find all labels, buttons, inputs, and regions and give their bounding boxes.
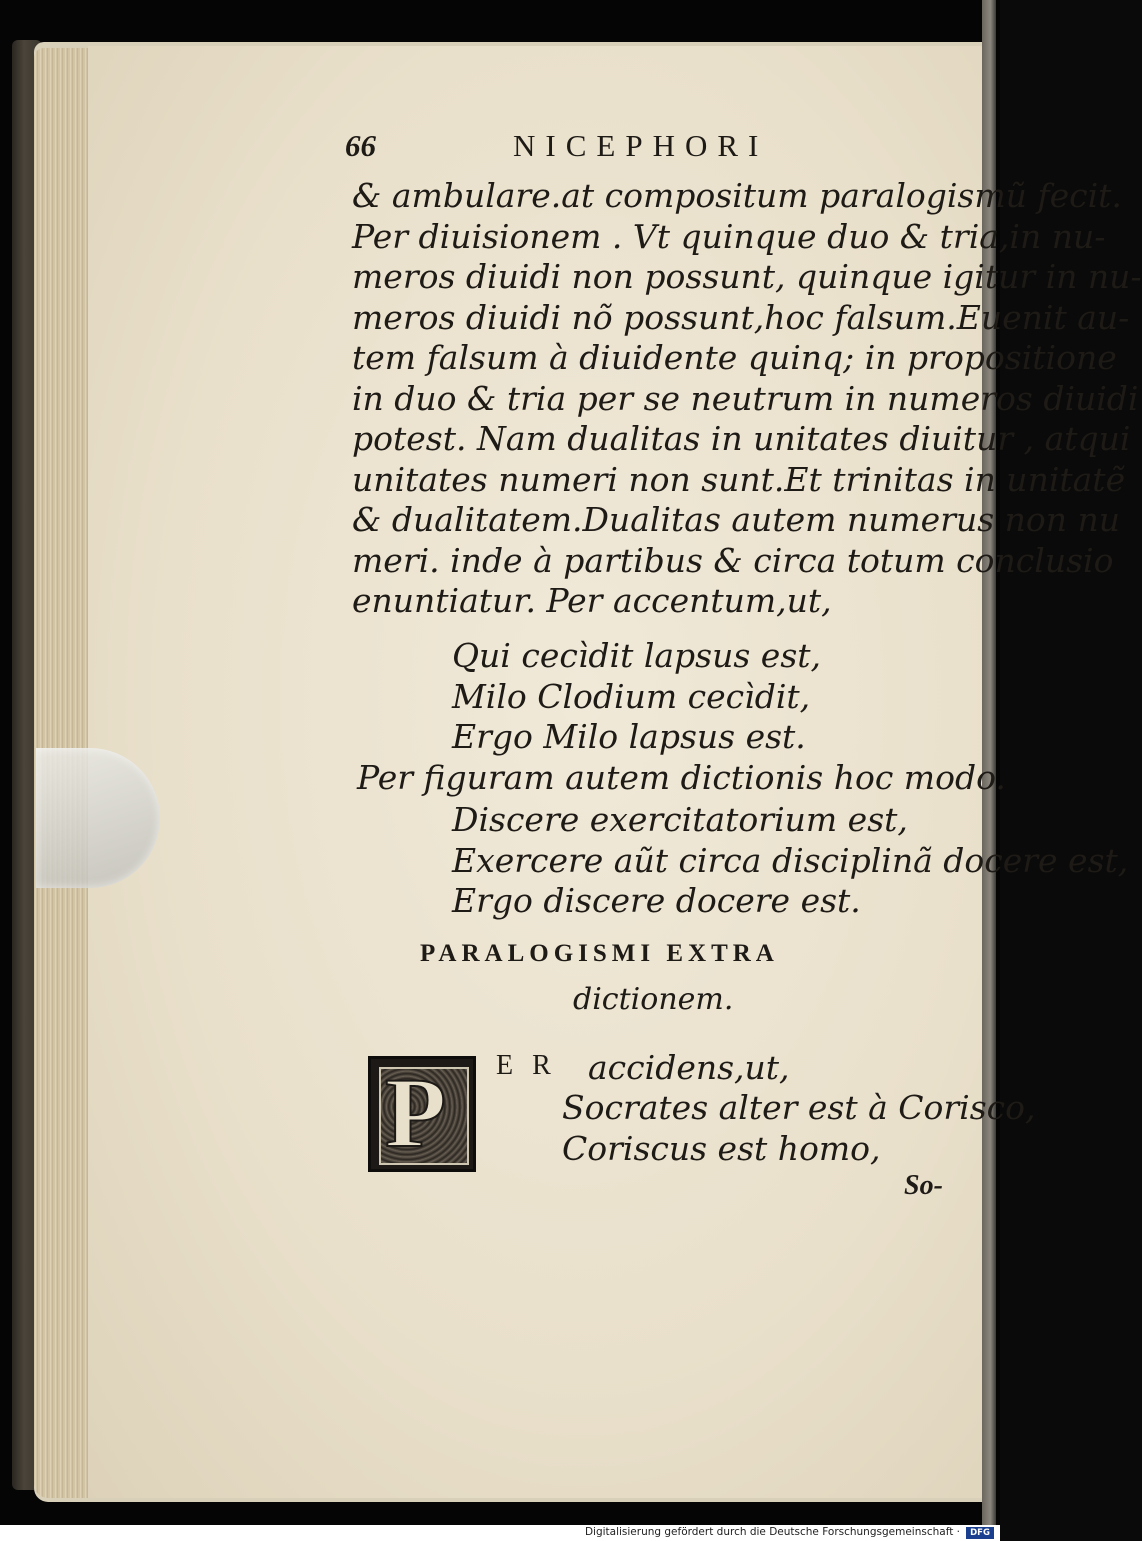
dfg-logo: DFG: [966, 1527, 994, 1539]
verse-block-2: [452, 800, 1128, 922]
text-line: meri. inde à partibus & circa totum conclusio: [352, 540, 1114, 580]
text-line: unitates numeri non sunt.Et trinitas in unitatẽ: [352, 459, 1126, 499]
page-number: 66: [345, 128, 376, 163]
text-line: meros diuidi nõ possunt,hoc falsum.Euenit au-: [352, 297, 1130, 337]
verse-line: Coriscus est homo,: [562, 1128, 881, 1168]
section-heading-continued: dictionem.: [573, 982, 734, 1017]
verse-block-3: [562, 1088, 1036, 1169]
decorated-initial: [368, 1056, 476, 1172]
initial-letter: P: [385, 1057, 447, 1168]
text-line: enuntiatur. Per accentum,ut,: [352, 581, 832, 620]
verse-line: Exercere aũt circa disciplinã docere est,: [452, 840, 1129, 880]
page-header: [345, 128, 805, 168]
verse-line: Qui cecìdit lapsus est,: [452, 636, 822, 675]
verse-line: Socrates alter est à Corisco,: [562, 1088, 1036, 1127]
text-line: meros diuidi non possunt, quinque igitur in nu-: [352, 257, 1142, 296]
verse-line: Ergo Milo lapsus est.: [452, 717, 806, 756]
footer-bar: [0, 1525, 1000, 1541]
text-line: & ambulare.at compositum paralogismũ fecit.: [352, 176, 1122, 215]
text-line: Per diuisionem . Vt quinque duo & tria,in nu-: [352, 216, 1106, 256]
body-text: [352, 176, 1142, 622]
verse-line: Discere exercitatorium est,: [452, 800, 908, 839]
text-line: potest. Nam dualitas in unitates diuitur , atqui: [352, 419, 1131, 458]
verse-line: Ergo discere docere est.: [452, 881, 861, 920]
catchword: So-: [904, 1170, 943, 1201]
text-line: tem falsum à diuidente quinq; in propositione: [352, 338, 1117, 377]
section-heading: PARALOGISMI EXTRA: [420, 940, 779, 967]
text-line: accidens,ut,: [588, 1048, 790, 1087]
per-figuram-line: Per figuram autem dictionis hoc modo.: [357, 758, 1006, 797]
footer-text: Digitalisierung gefördert durch die Deutsche Forschungsgemeinschaft ·: [584, 1526, 960, 1538]
text-line: & dualitatem.Dualitas autem numerus non nu: [352, 500, 1121, 539]
verse-line: Milo Clodium cecìdit,: [452, 676, 811, 716]
initial-continuation: E R: [496, 1050, 557, 1081]
verse-block-1: [452, 636, 821, 758]
text-line: in duo & tria per se neutrum in numeros diuidi: [352, 378, 1139, 418]
running-head: NICEPHORI: [513, 128, 769, 163]
